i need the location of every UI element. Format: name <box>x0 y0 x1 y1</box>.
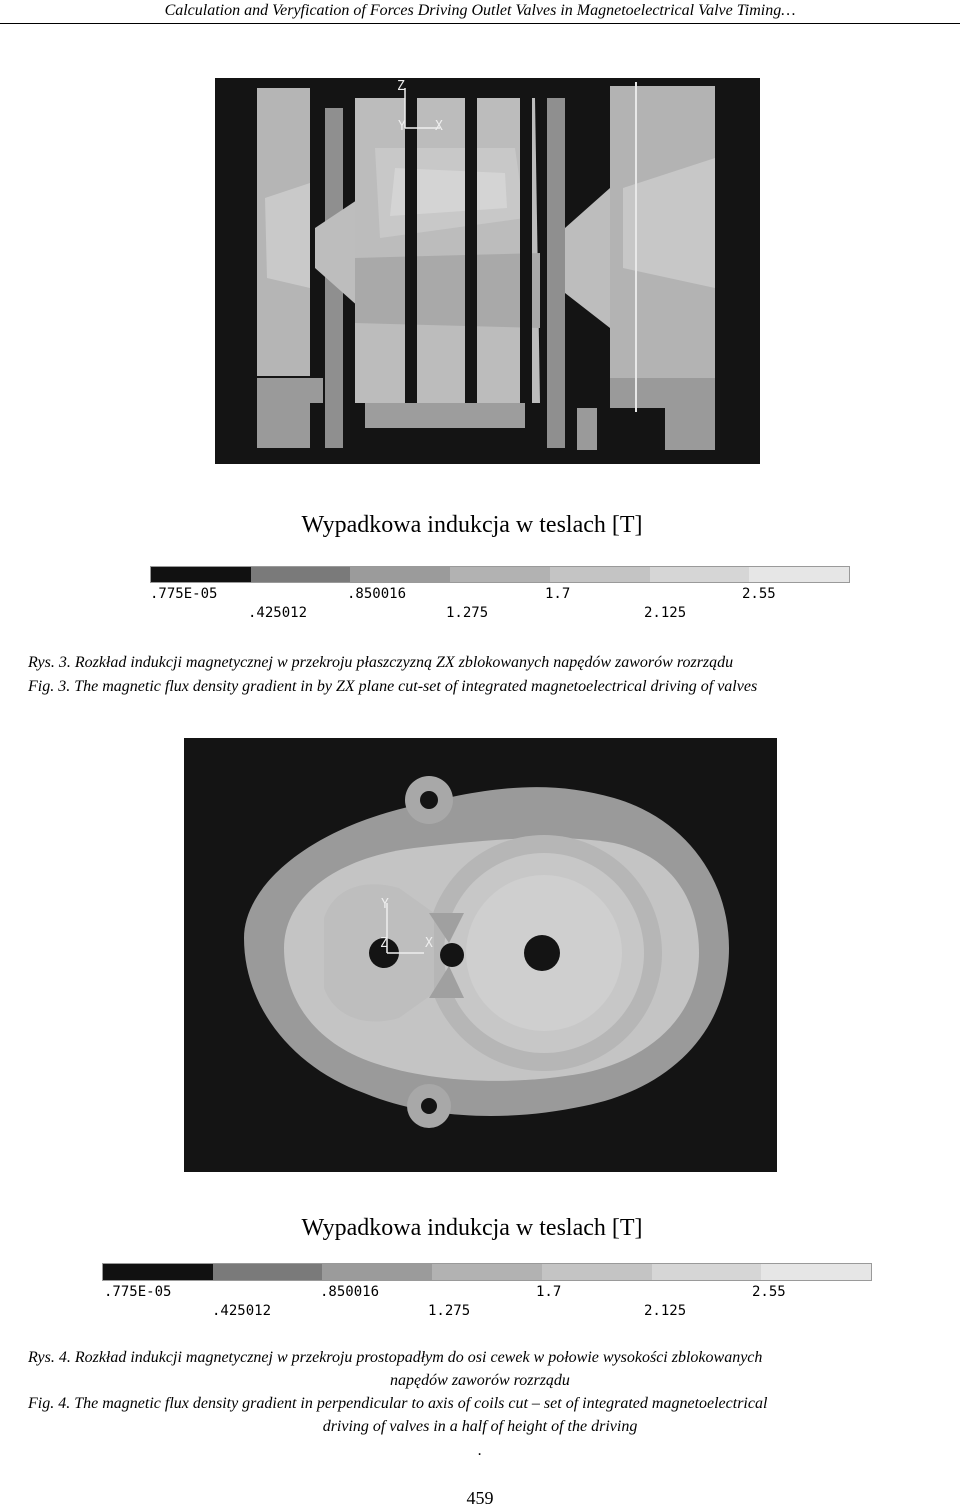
figure-3-colorbar <box>150 566 850 583</box>
figure-4-caption-english: Fig. 4. The magnetic flux density gradient in perpendicular to axis of coils cut – set of integrated magnetoelectrical <box>28 1395 768 1412</box>
figure-4-tick-label: .850016 <box>320 1284 380 1300</box>
figure-3-tick-label: 2.55 <box>742 586 776 602</box>
figure-3-legend-title: Wypadkowa indukcja w teslach [T] <box>301 512 643 538</box>
figure-4-tick-label: 1.7 <box>536 1284 562 1300</box>
figure-3-colorbar-segment <box>749 567 849 582</box>
figure-3-tick-label: 2.125 <box>644 605 687 621</box>
figure-4-fem-plot <box>184 738 777 1172</box>
figure-3-tick-label: .775E-05 <box>150 586 218 602</box>
figure-4-legend-title: Wypadkowa indukcja w teslach [T] <box>301 1215 643 1241</box>
figure-3-colorbar-segment <box>151 567 251 582</box>
figure-3-colorbar-segment <box>550 567 650 582</box>
figure-4-colorbar <box>102 1263 872 1281</box>
figure-4-z-axis-label: Z <box>380 936 388 951</box>
figure-4-colorbar-segment <box>652 1264 762 1280</box>
figure-4-tick-label: .425012 <box>212 1303 272 1319</box>
figure-4-colorbar-segment <box>542 1264 652 1280</box>
figure-4-colorbar-segment <box>432 1264 542 1280</box>
running-header: Calculation and Veryfication of Forces Driving Outlet Valves in Magnetoelectrical Valve Timing… <box>164 2 796 19</box>
figure-4-tick-label: .775E-05 <box>104 1284 172 1300</box>
figure-4-tick-label: 1.275 <box>428 1303 471 1319</box>
page-number: 459 <box>466 1488 494 1508</box>
figure-3-x-axis-label: X <box>435 119 443 134</box>
trailing-dot: . <box>478 1442 482 1459</box>
figure-3-tick-label: .850016 <box>347 586 407 602</box>
figure-4-caption-english-continued: driving of valves in a half of height of the driving <box>322 1418 638 1435</box>
figure-4-tick-label: 2.125 <box>644 1303 687 1319</box>
figure-3-tick-label: .425012 <box>248 605 308 621</box>
figure-3-colorbar-segment <box>650 567 750 582</box>
figure-4-x-axis-label: X <box>425 936 433 951</box>
figure-4-caption-polish-continued: napędów zaworów rozrządu <box>390 1372 570 1389</box>
figure-3-colorbar-segment <box>450 567 550 582</box>
figure-3-colorbar-segment <box>350 567 450 582</box>
figure-3-z-axis-label: Z <box>397 79 405 94</box>
figure-3-tick-label: 1.275 <box>446 605 489 621</box>
figure-3-y-axis-label: Y <box>398 119 406 134</box>
figure-4-tick-label: 2.55 <box>752 1284 786 1300</box>
figure-4-colorbar-segment <box>103 1264 213 1280</box>
figure-3-tick-label: 1.7 <box>545 586 571 602</box>
figure-3-caption-english: Fig. 3. The magnetic flux density gradient in by ZX plane cut-set of integrated magnetoelectrical driving of valves <box>28 678 758 695</box>
header-rule <box>0 23 960 24</box>
figure-4-colorbar-segment <box>761 1264 871 1280</box>
figure-4-y-axis-label: Y <box>381 897 389 912</box>
figure-3-colorbar-segment <box>251 567 351 582</box>
figure-4-caption-polish: Rys. 4. Rozkład indukcji magnetycznej w przekroju prostopadłym do osi cewek w połowie wysokości zblokowanych <box>28 1349 763 1366</box>
figure-3-fem-plot <box>215 78 760 464</box>
figure-4-colorbar-segment <box>213 1264 323 1280</box>
figure-3-caption-polish: Rys. 3. Rozkład indukcji magnetycznej w przekroju płaszczyzną ZX zblokowanych napędów zaworów rozrządu <box>28 654 734 671</box>
figure-4-colorbar-segment <box>322 1264 432 1280</box>
